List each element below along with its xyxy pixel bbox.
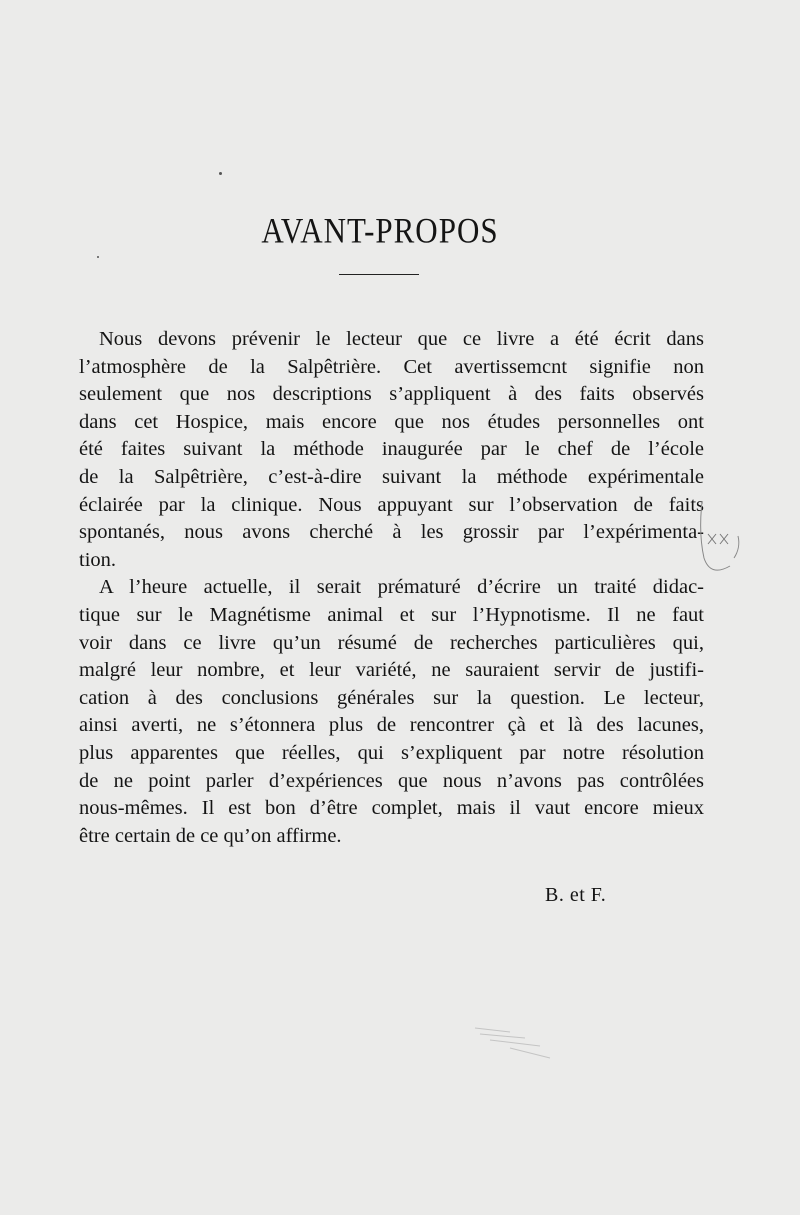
text-line: cation à des conclusions générales sur la question. Le lecteur, <box>79 686 704 709</box>
text-line: éclairée par la clinique. Nous appuyant sur l’observation de faits <box>79 493 704 516</box>
ink-speck <box>97 256 99 258</box>
text-line: l’atmosphère de la Salpêtrière. Cet avertissemcnt signifie non <box>79 355 704 378</box>
text-line: malgré leur nombre, et leur variété, ne sauraient servir de justifi- <box>79 659 704 682</box>
title-divider <box>339 274 419 275</box>
text-line: dans cet Hospice, mais encore que nos études personnelles ont <box>79 410 704 433</box>
text-line: voir dans ce livre qu’un résumé de recherches particulières qui, <box>79 631 704 654</box>
text-line: ainsi averti, ne s’étonnera plus de rencontrer çà et là des lacunes, <box>79 714 704 737</box>
text-line: été faites suivant la méthode inaugurée par le chef de l’école <box>79 438 704 461</box>
text-line: seulement que nos descriptions s’appliquent à des faits observés <box>79 383 704 406</box>
paragraph-1 <box>79 326 704 574</box>
text-line: plus apparentes que réelles, qui s’expliquent par notre résolution <box>79 741 704 764</box>
ink-speck <box>219 172 222 175</box>
text-line: de ne point parler d’expériences que nous n’avons pas contrôlées <box>79 769 704 792</box>
page-smudge <box>470 1018 560 1068</box>
paragraph-2 <box>79 574 704 850</box>
text-line: spontanés, nous avons cherché à les grossir par l’expérimenta- <box>79 521 704 544</box>
text-line: nous-mêmes. Il est bon d’être complet, mais il vaut encore mieux <box>79 797 704 820</box>
page-title: AVANT-PROPOS <box>261 210 499 251</box>
preface-text <box>79 326 704 850</box>
text-line: être certain de ce qu’on affirme. <box>79 824 342 847</box>
text-line: Nous devons prévenir le lecteur que ce livre a été écrit dans <box>99 328 704 350</box>
text-line: de la Salpêtrière, c’est-à-dire suivant la méthode expérimentale <box>79 465 704 488</box>
text-line: tique sur le Magnétisme animal et sur l’Hypnotisme. Il ne faut <box>79 603 704 626</box>
pencil-margin-mark-icon <box>694 500 744 580</box>
author-signature: B. et F. <box>545 884 607 906</box>
text-line: A l’heure actuelle, il serait prématuré d’écrire un traité didac- <box>99 576 704 599</box>
text-line: tion. <box>79 548 117 571</box>
